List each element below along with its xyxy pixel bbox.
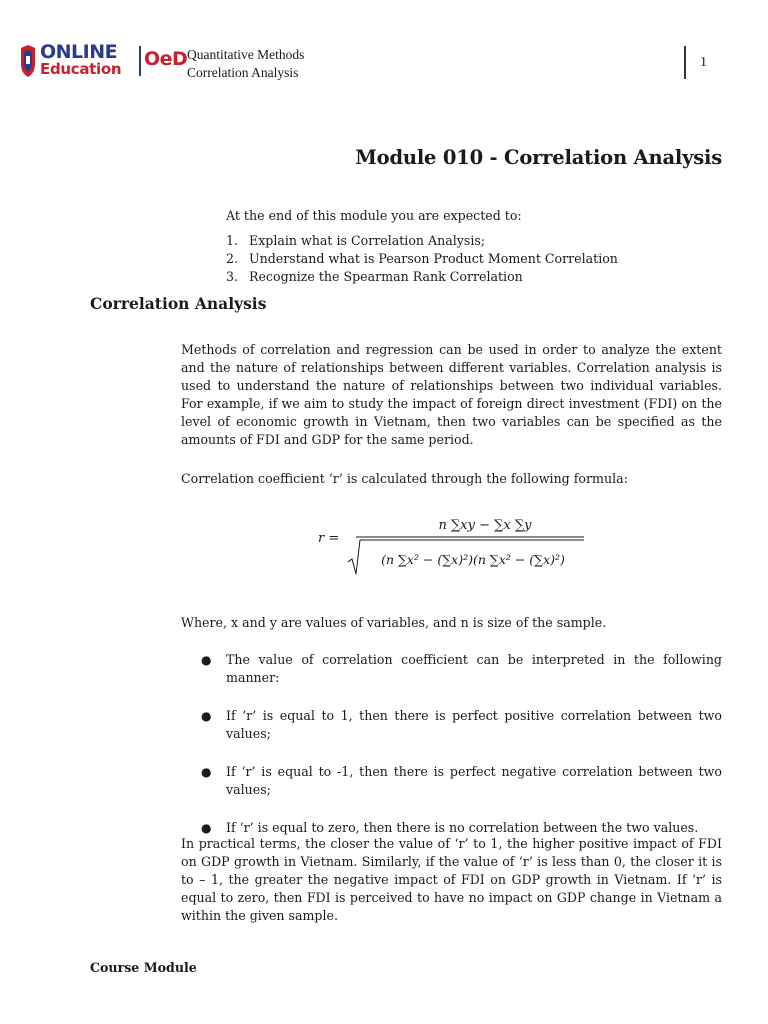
- objective-number: 2.: [226, 251, 239, 266]
- formula-intro: Correlation coefficient ‘r’ is calculated through the following formula:: [181, 471, 628, 486]
- page-number-rule: [684, 46, 686, 79]
- page-header: [0, 0, 768, 100]
- objective-number: 1.: [226, 233, 239, 248]
- bullet-icon: ●: [201, 653, 212, 667]
- header-course-info: [187, 46, 304, 82]
- intro-paragraph: Methods of correlation and regression can be used in order to analyze the extent and the nature of relationships between different variables. Correlation analysis is used to understand the nature of relationships between two individual variables. For example, if we aim to study the impact of foreign direct investment (FDI) on the level of economic growth in Vietnam, then two variables can be specified as the amounts of FDI and GDP for the same period.: [181, 342, 722, 447]
- correlation-formula: [318, 512, 598, 582]
- variables-note: Where, x and y are values of variables, and n is size of the sample.: [181, 615, 607, 630]
- logo-text-oed: OeD: [144, 48, 188, 70]
- online-education-logo: [20, 41, 188, 82]
- bullet-icon: ●: [201, 765, 212, 779]
- practical-paragraph: In practical terms, the closer the value of ‘r’ to 1, the higher positive impact of FDI on GDP growth in Vietnam. Similarly, if the value of ‘r’ is less than 0, the closer it is to – 1, the greater the negative impact of FDI on GDP growth in Vietnam. If ‘r’ is equal to zero, then FDI is perceived to have no impact on GDP change in Vietnam a within the given sample.: [181, 836, 722, 923]
- logo-text-education: Education: [40, 60, 122, 78]
- section-heading: Correlation Analysis: [90, 294, 267, 313]
- logo-text-online: ONLINE: [40, 41, 118, 63]
- bullet-text: The value of correlation coefficient can be interpreted in the following manner:: [226, 652, 722, 685]
- page-number: 1: [700, 55, 707, 70]
- header-course-name: Quantitative Methods: [187, 47, 305, 62]
- bullet-item: [181, 707, 722, 743]
- objective-item: [226, 268, 726, 286]
- formula-graphic: [318, 512, 598, 582]
- bullet-text: If ‘r’ is equal to zero, then there is no correlation between the two values.: [226, 820, 699, 835]
- objective-number: 3.: [226, 269, 239, 284]
- bullet-icon: ●: [201, 821, 212, 835]
- objectives-intro: At the end of this module you are expected to:: [226, 208, 522, 223]
- objectives-list: [226, 232, 726, 286]
- objective-item: [226, 250, 726, 268]
- formula-lhs: r =: [318, 531, 340, 546]
- module-title: Module 010 - Correlation Analysis: [355, 146, 722, 169]
- objective-text: Understand what is Pearson Product Moment Correlation: [249, 251, 618, 266]
- objective-text: Recognize the Spearman Rank Correlation: [249, 269, 523, 284]
- page-footer: Course Module: [90, 960, 197, 975]
- bullet-text: If ‘r’ is equal to -1, then there is perfect negative correlation between two values;: [226, 764, 722, 797]
- formula-numerator: n ∑xy − ∑x ∑y: [438, 518, 532, 533]
- objective-item: [226, 232, 726, 250]
- header-topic-name: Correlation Analysis: [187, 65, 299, 80]
- bullet-item: [181, 763, 722, 799]
- logo-divider: [139, 46, 141, 76]
- bullet-icon: ●: [201, 709, 212, 723]
- objective-text: Explain what is Correlation Analysis;: [249, 233, 486, 248]
- bullet-item: [181, 651, 722, 687]
- interpretation-list: [181, 651, 722, 837]
- shield-icon: [20, 44, 36, 78]
- bullet-text: If ‘r’ is equal to 1, then there is perfect positive correlation between two values;: [226, 708, 722, 741]
- formula-denominator: (n ∑x² − (∑x)²)(n ∑x² − (∑x)²): [381, 552, 565, 567]
